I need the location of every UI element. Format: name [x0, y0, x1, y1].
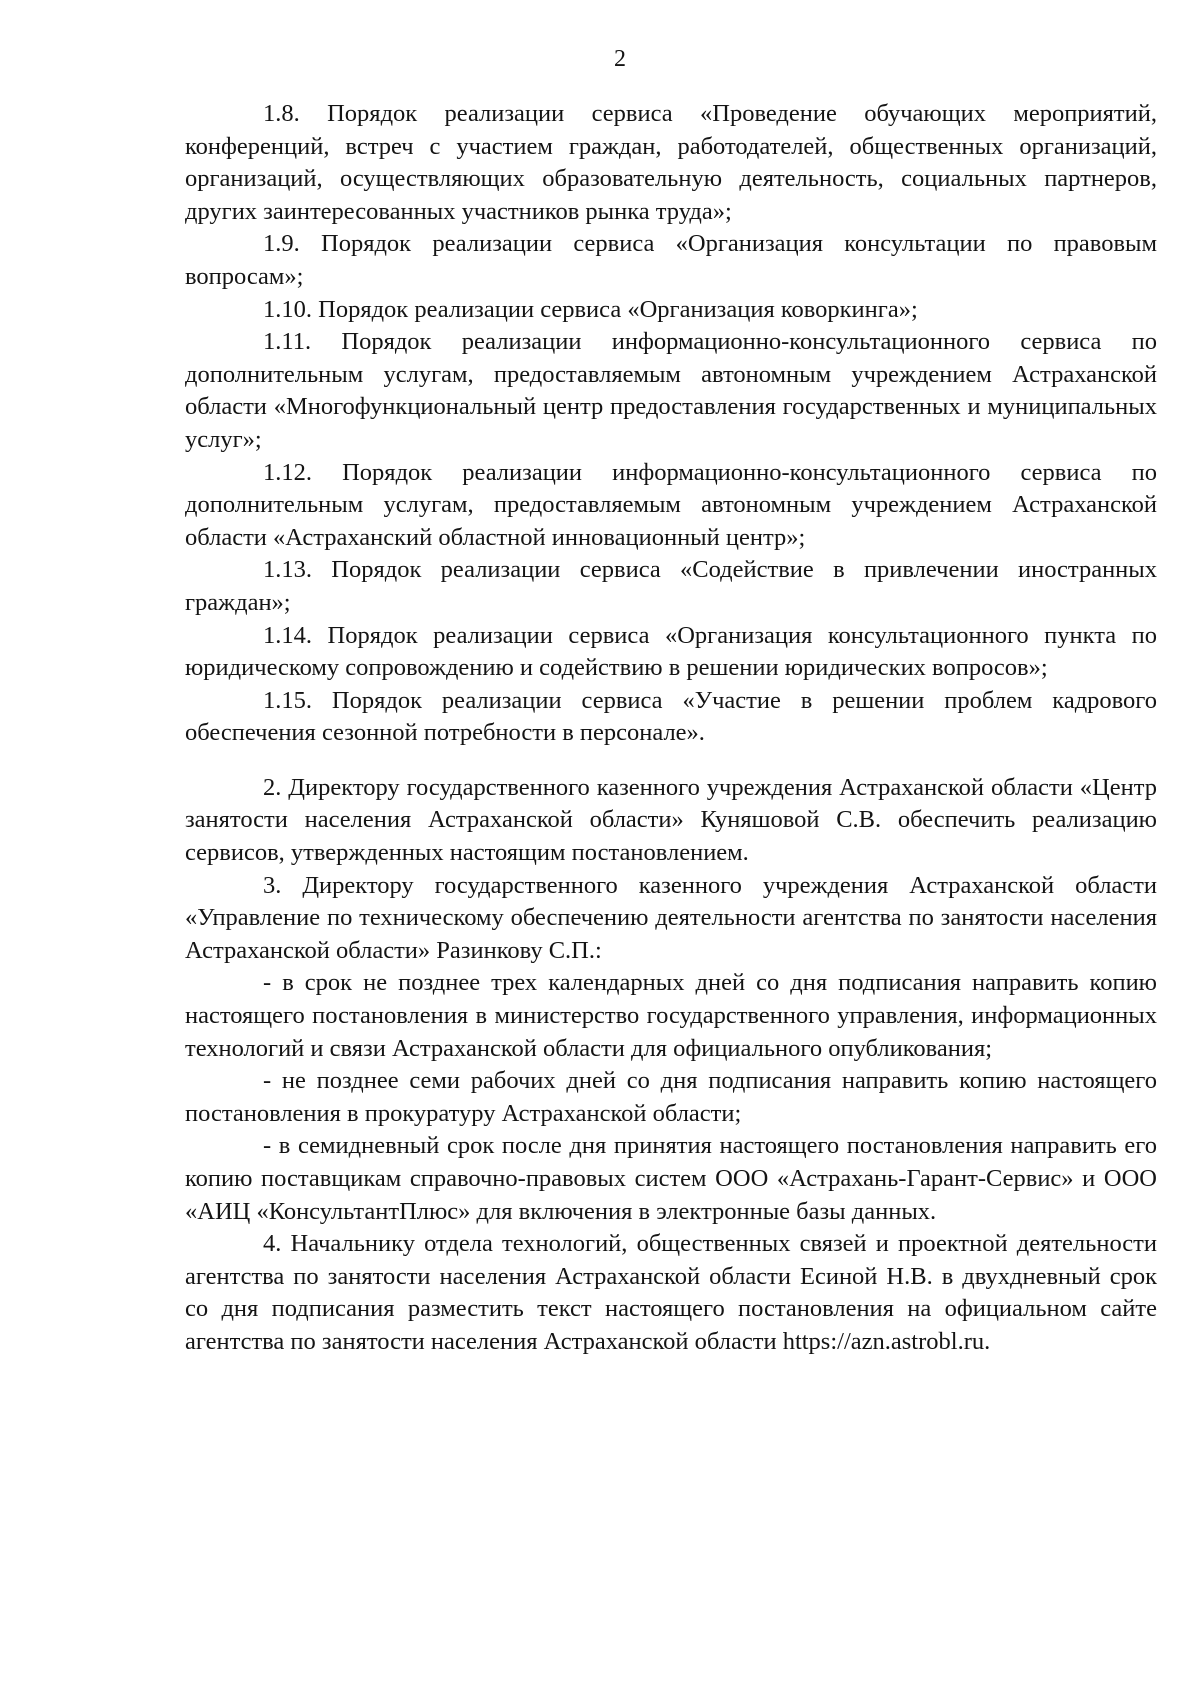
paragraph-1-11: 1.11. Порядок реализации информационно-консультационного сервиса по дополнительным услугам, предоставляемым автономным учреждением Астраханской области «Многофункциональный центр предоставления государственных и муниципальных услуг»; — [185, 328, 1157, 453]
paragraph-1-8: 1.8. Порядок реализации сервиса «Проведение обучающих мероприятий, конференций, встреч с участием граждан, работодателей, общественных организаций, организаций, осуществляющих образовательную деятельность, социальных партнеров, других заинтересованных участников рынка труда»; — [185, 100, 1157, 225]
paragraph-1-14: 1.14. Порядок реализации сервиса «Организация консультационного пункта по юридическому сопровождению и содействию в решении юридических вопросов»; — [185, 621, 1157, 682]
paragraph-1-15: 1.15. Порядок реализации сервиса «Участие в решении проблем кадрового обеспечения сезонной потребности в персонале». — [185, 686, 1157, 747]
paragraph-3-item-1: - в срок не позднее трех календарных дней со дня подписания направить копию настоящего постановления в министерство государственного управления, информационных технологий и связи Астраханской области для официального опубликования; — [185, 969, 1157, 1062]
paragraph-1-13: 1.13. Порядок реализации сервиса «Содействие в привлечении иностранных граждан»; — [185, 556, 1157, 616]
paragraph-3-item-3: - в семидневный срок после дня принятия настоящего постановления направить его копию поставщикам справочно-правовых систем ООО «Астрахань-Гарант-Сервис» и ООО «АИЦ «КонсультантПлюс» для включения в электронные базы данных. — [185, 1132, 1157, 1225]
paragraph-1-12: 1.12. Порядок реализации информационно-консультационного сервиса по дополнительным услугам, предоставляемым автономным учреждением Астраханской области «Астраханский областной инновационный центр»; — [185, 458, 1157, 551]
page-number: 2 — [614, 46, 626, 72]
paragraph-2: 2. Директору государственного казенного учреждения Астраханской области «Центр занятости населения Астраханской области» Куняшовой С.В. обеспечить реализацию сервисов, утвержденных настоящим постановлением. — [185, 773, 1157, 867]
paragraph-1-9: 1.9. Порядок реализации сервиса «Организация консультации по правовым вопросам»; — [185, 230, 1157, 290]
paragraph-3-item-2: - не позднее семи рабочих дней со дня подписания направить копию настоящего постановления в прокуратуру Астраханской области; — [185, 1067, 1157, 1127]
paragraph-3: 3. Директору государственного казенного учреждения Астраханской области «Управление по техническому обеспечению деятельности агентства по занятости населения Астраханской области» Разинкову С.П.: — [185, 871, 1157, 964]
paragraph-4: 4. Начальнику отдела технологий, общественных связей и проектной деятельности агентства по занятости населения Астраханской области Есиной Н.В. в двухдневный срок со дня подписания разместить текст настоящего постановления на официальном сайте агентства по занятости населения Астраханской области https://azn.astrobl.ru. — [185, 1230, 1157, 1355]
document-body — [185, 98, 1157, 1359]
paragraph-1-10: 1.10. Порядок реализации сервиса «Организация коворкинга»; — [263, 295, 918, 323]
